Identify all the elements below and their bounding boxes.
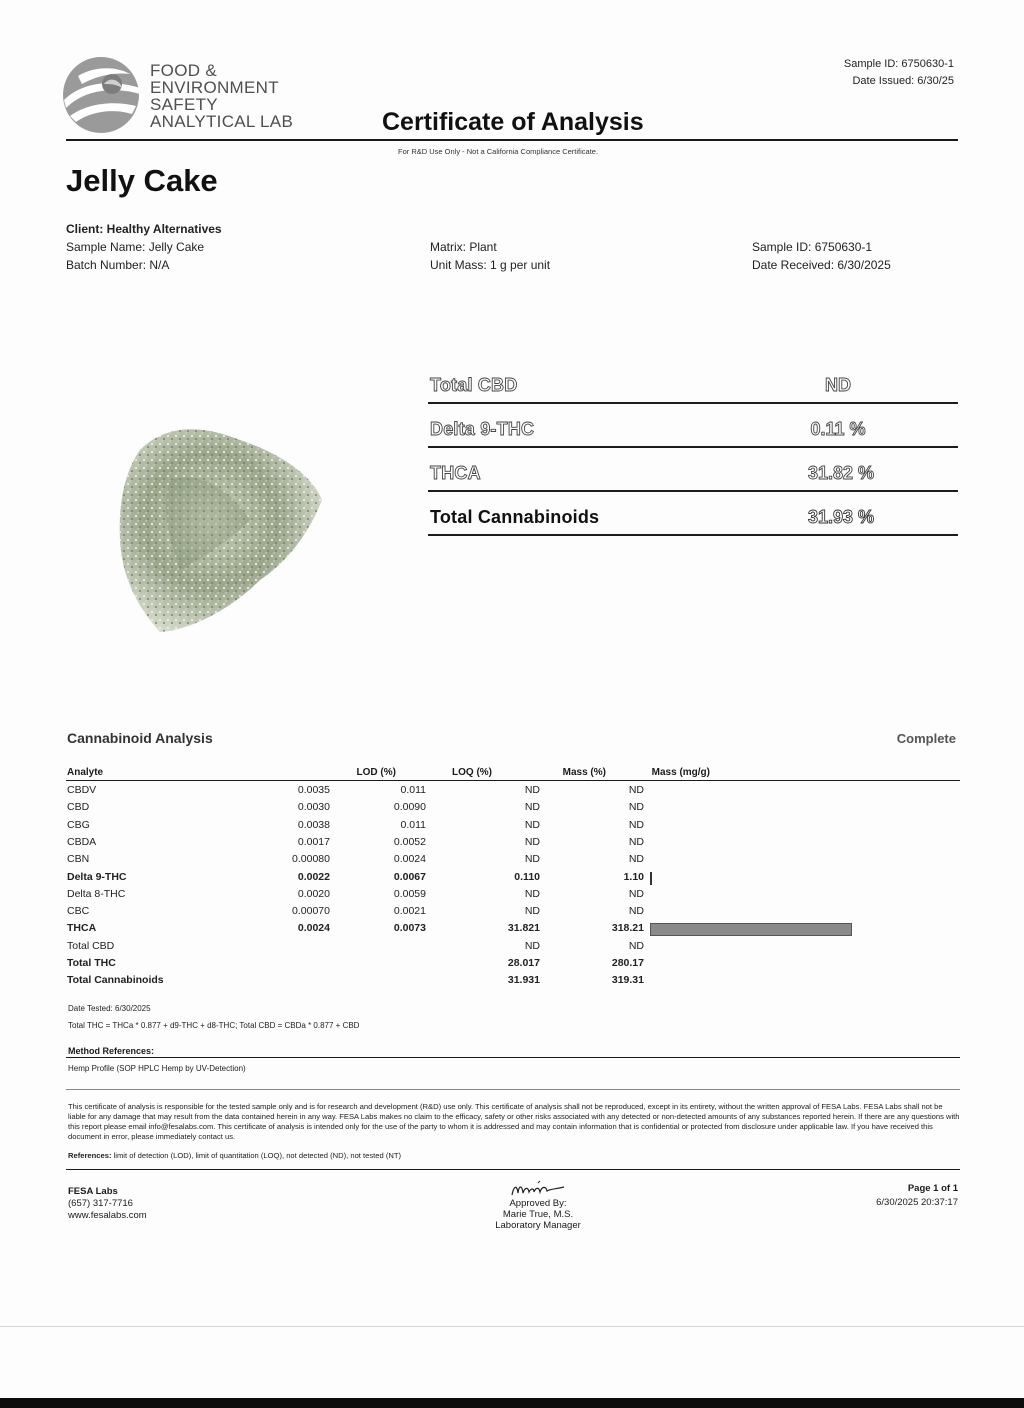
lod-cell: 0.0024 [297, 922, 330, 935]
analyte-cell: CBG [67, 818, 90, 831]
table-row [0, 973, 1024, 990]
loq-cell: 0.011 [400, 784, 426, 796]
lab-name-line-2: ENVIRONMENT [150, 78, 279, 97]
method-bottom-rule [66, 1089, 960, 1090]
mass-pct-cell: 0.110 [514, 870, 540, 883]
lod-cell: 0.00080 [292, 853, 330, 866]
analyte-cell: THCA [67, 922, 97, 935]
date-tested: Date Tested: 6/30/2025 [68, 1004, 151, 1013]
loq-cell: 0.0090 [393, 801, 426, 814]
method-rule [66, 1057, 960, 1058]
lab-name [150, 62, 293, 130]
mass-pct-cell: ND [524, 887, 540, 900]
summary-value: 31.82 % [808, 463, 875, 483]
sample-id: Sample ID: 6750630-1 [752, 240, 873, 254]
header-sample-id: Sample ID: 6750630-1 [843, 58, 954, 70]
summary-row-delta9-thc [428, 406, 958, 448]
sample-name: Sample Name: Jelly Cake [66, 240, 205, 254]
analyte-cell: CBC [67, 905, 90, 918]
loq-cell: 0.0052 [393, 835, 426, 848]
lod-cell: 0.0020 [297, 887, 330, 900]
analyte-cell: CBDA [67, 835, 97, 848]
batch-number: Batch Number: N/A [66, 258, 170, 272]
mass-mg-cell: 319.31 [611, 974, 644, 987]
mass-mg-cell: 318.21 [611, 922, 644, 935]
mass-pct-cell: 31.821 [507, 922, 540, 935]
mass-pct-cell: ND [524, 784, 540, 796]
date-received: Date Received: 6/30/2025 [752, 258, 891, 272]
table-row [0, 852, 1024, 869]
table-header [66, 767, 960, 781]
loq-cell: 0.0073 [393, 922, 426, 935]
summary-value: 31.93 % [808, 507, 875, 527]
summary-row-total-cannabinoids [428, 494, 958, 536]
fesa-logo-icon [60, 54, 142, 136]
unit-mass: Unit Mass: 1 g per unit [430, 258, 551, 272]
lod-cell: 0.0022 [297, 870, 330, 883]
approver-name: Marie True, M.S. [502, 1209, 574, 1220]
summary-value: 0.11 % [810, 419, 866, 439]
lod-cell: 0.0035 [297, 784, 330, 796]
approver-title: Laboratory Manager [495, 1220, 581, 1231]
report-timestamp: 6/30/2025 20:37:17 [876, 1197, 958, 1208]
product-name: Jelly Cake [66, 163, 218, 198]
analyte-cell: CBD [67, 801, 90, 814]
analyte-cell: Delta 9-THC [67, 870, 127, 883]
website: www.fesalabs.com [68, 1210, 147, 1221]
summary-label: Delta 9-THC [430, 419, 535, 439]
footer-rule [66, 1169, 960, 1170]
lod-cell: 0.0017 [297, 835, 330, 848]
header-meta [844, 56, 954, 90]
matrix: Matrix: Plant [430, 240, 497, 254]
summary-label: THCA [430, 463, 481, 483]
approval-block [478, 1198, 598, 1231]
document-title: Certificate of Analysis [382, 108, 644, 136]
mass-mg-cell: ND [628, 853, 644, 866]
mass-bar [650, 923, 852, 936]
summary-value: ND [825, 375, 851, 395]
mass-pct-cell: ND [524, 801, 540, 814]
table-row [0, 783, 1024, 800]
matrix-info [430, 238, 550, 274]
summary-row-thca [428, 450, 958, 492]
header-date-issued: Date Issued: 6/30/25 [852, 75, 954, 87]
cannabis-flower-photo-icon [110, 410, 330, 640]
table-row [0, 818, 1024, 835]
lab-name-line-1: FOOD & [150, 61, 217, 80]
table-row [0, 870, 1024, 887]
company-name: FESA Labs [68, 1186, 118, 1197]
sample-info [752, 238, 891, 274]
references-label: References: [68, 1151, 112, 1160]
table-row [0, 921, 1024, 938]
client-info [66, 220, 222, 274]
lab-name-line-3: SAFETY [150, 95, 218, 114]
client-name: Client: Healthy Alternatives [66, 222, 222, 236]
phone-number: (657) 317-7716 [68, 1198, 133, 1209]
lod-cell: 0.0038 [297, 818, 330, 831]
mass-mg-cell: ND [628, 818, 644, 831]
mass-pct-cell: ND [524, 939, 540, 952]
header-rule [66, 139, 958, 141]
column-mass-pct: Mass (%) [562, 767, 606, 778]
table-row [0, 835, 1024, 852]
mass-pct-cell: 31.931 [507, 974, 540, 987]
compliance-note: For R&D Use Only - Not a California Compliance Certificate. [398, 147, 599, 156]
mass-mg-cell: ND [628, 939, 644, 952]
table-row [0, 904, 1024, 921]
column-loq: LOQ (%) [452, 767, 492, 778]
approved-by-label: Approved By: [509, 1198, 567, 1209]
method-references-heading: Method References: [68, 1046, 155, 1056]
mass-mg-cell: 1.10 [623, 870, 644, 883]
lab-contact [68, 1186, 147, 1222]
mass-mg-cell: 280.17 [611, 957, 644, 969]
total-formula: Total THC = THCa * 0.877 + d9-THC + d8-THC; Total CBD = CBDa * 0.877 + CBD [68, 1021, 360, 1030]
scan-edge-bottom [0, 1398, 1024, 1408]
page-info [876, 1182, 958, 1210]
analyte-cell: Total THC [67, 957, 116, 969]
mass-pct-cell: ND [524, 905, 540, 918]
loq-cell: 0.0067 [393, 870, 426, 883]
mass-bar [650, 872, 652, 885]
analyte-cell: Delta 8-THC [67, 887, 126, 900]
mass-mg-cell: ND [628, 784, 644, 796]
loq-cell: 0.0059 [393, 887, 426, 900]
analyte-cell: Total Cannabinoids [67, 974, 164, 987]
references [68, 1151, 401, 1160]
summary-label: Total Cannabinoids [430, 507, 600, 527]
method-item: Hemp Profile (SOP HPLC Hemp by UV-Detection) [68, 1064, 246, 1073]
mass-mg-cell: ND [628, 801, 644, 814]
mass-mg-cell: ND [628, 835, 644, 848]
disclaimer-text: This certificate of analysis is responsible for the tested sample only and is for research and development (R&D) use only. This certificate of analysis shall not be reproduced, except in its entirety, without the written approval of FESA Labs. FESA Labs shall not be liable for any damage that may result from the data contained herein in any way. FESA Labs makes no claim to the efficacy, safety or other risks associated with any detected or non-detected amounts of any substances reported herein. If there are any questions with this report please email info@fesalabs.com. This certificate of analysis is intended only for the use of the party to whom it is addressed and may contain information that is confidential or protected from disclosure under applicable law. If you have received this document in error, please immediately contact us. [68, 1102, 960, 1141]
table-row [0, 956, 1024, 973]
analyte-cell: Total CBD [67, 939, 115, 952]
column-analyte: Analyte [67, 767, 104, 778]
loq-cell: 0.0024 [393, 853, 426, 866]
lod-cell: 0.0030 [297, 801, 330, 814]
mass-mg-cell: ND [628, 905, 644, 918]
loq-cell: 0.011 [400, 818, 426, 831]
mass-mg-cell: ND [628, 887, 644, 900]
summary-label: Total CBD [430, 375, 518, 395]
table-row [0, 800, 1024, 817]
analysis-title: Cannabinoid Analysis [67, 730, 213, 746]
column-lod: LOD (%) [356, 767, 396, 778]
mass-pct-cell: ND [524, 853, 540, 866]
column-mass-mg: Mass (mg/g) [651, 767, 710, 778]
mass-pct-cell: 28.017 [507, 957, 540, 969]
summary-row-total-cbd [428, 362, 958, 404]
table-row [0, 887, 1024, 904]
lab-name-line-4: ANALYTICAL LAB [150, 112, 294, 131]
mass-pct-cell: ND [524, 835, 540, 848]
loq-cell: 0.0021 [393, 905, 426, 918]
table-row [0, 939, 1024, 956]
analyte-cell: CBDV [67, 784, 97, 796]
references-text: limit of detection (LOD), limit of quantitation (LOQ), not detected (ND), not tested (NT) [111, 1151, 401, 1160]
lod-cell: 0.00070 [292, 905, 330, 918]
analyte-cell: CBN [67, 853, 90, 866]
scan-edge-line [0, 1326, 1024, 1327]
mass-pct-cell: ND [524, 818, 540, 831]
page-number: Page 1 of 1 [907, 1183, 958, 1194]
status-badge: Complete [896, 731, 956, 746]
